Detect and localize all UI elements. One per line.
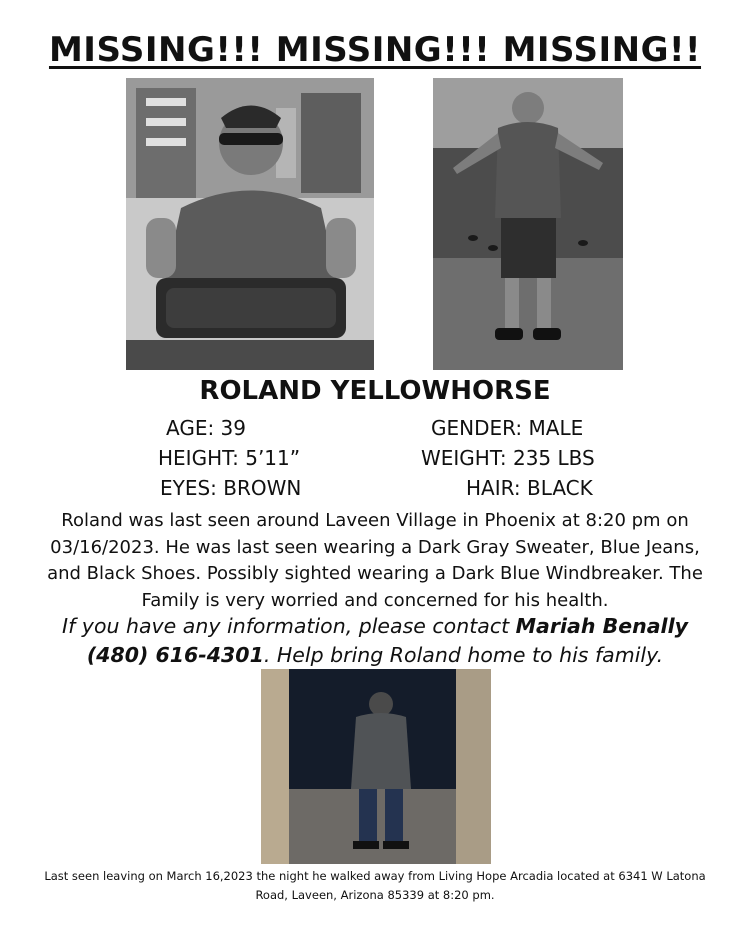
contact-suffix: . Help bring Roland home to his family. bbox=[263, 643, 664, 667]
contact-info bbox=[30, 612, 720, 670]
contact-prefix: If you have any information, please contact bbox=[62, 614, 516, 638]
eyes-value: EYES: BROWN bbox=[160, 476, 302, 500]
photo-gym-thumbs-up bbox=[126, 78, 374, 370]
contact-name-phone: Mariah Benally (480) 616-4301 bbox=[86, 614, 688, 667]
description-paragraph: Roland was last seen around Laveen Village in Phoenix at 8:20 pm on 03/16/2023. He was last seen wearing a Dark Gray Sweater, Blue Jeans, and Black Shoes. Possibly sighted wearing a Dark Blue Windbreaker. The Family is very worried and concerned for his health. bbox=[47, 510, 703, 611]
photo-doorway-camera bbox=[261, 669, 491, 864]
gender-value: GENDER: MALE bbox=[431, 416, 584, 440]
headline: MISSING!!! MISSING!!! MISSING!! bbox=[48, 30, 702, 70]
weight-value: WEIGHT: 235 LBS bbox=[421, 446, 595, 470]
person-name: ROLAND YELLOWHORSE bbox=[199, 376, 551, 406]
photo-caption: Last seen leaving on March 16,2023 the night he walked away from Living Hope Arcadia located at 6341 W Latona Road, Laveen, Arizona 85339 at 8:20 pm. bbox=[44, 869, 706, 902]
photo-lake-standing bbox=[433, 78, 623, 370]
hair-value: HAIR: BLACK bbox=[466, 476, 593, 500]
height-value: HEIGHT: 5’11” bbox=[158, 446, 301, 470]
age-value: AGE: 39 bbox=[166, 416, 247, 440]
